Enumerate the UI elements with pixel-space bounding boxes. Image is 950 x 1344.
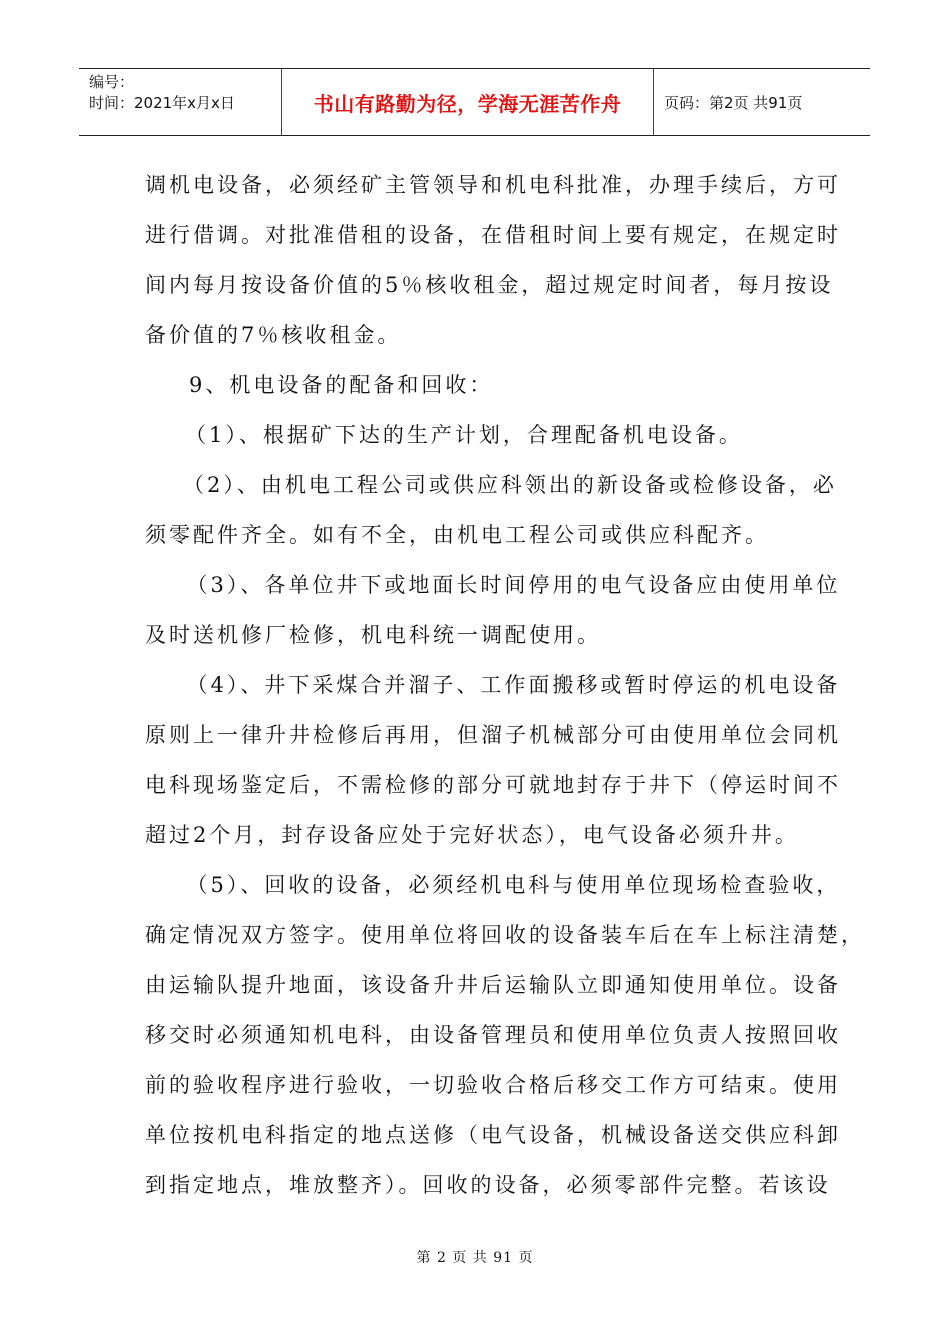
body-line: 调机电设备，必须经矿主管领导和机电科批准，办理手续后，方可 [145, 173, 841, 197]
body-line: 原则上一律升井检修后再用，但溜子机械部分可由使用单位会同机 [145, 723, 841, 747]
header-motto: 书山有路勤为径，学海无涯苦作舟 [282, 69, 654, 135]
document-body [145, 160, 865, 1210]
header-meta-cell [79, 69, 282, 135]
body-line: 须零配件齐全。如有不全，由机电工程公司或供应科配齐。 [145, 523, 769, 547]
body-line: 进行借调。对批准借租的设备，在借租时间上要有规定，在规定时 [145, 223, 841, 247]
body-line: 到指定地点，堆放整齐）。回收的设备，必须零部件完整。若该设 [145, 1173, 831, 1197]
body-line: 移交时必须通知机电科，由设备管理员和使用单位负责人按照回收 [145, 1023, 841, 1047]
document-time-label: 时间：2021年x月x日 [89, 94, 235, 112]
body-line: 前的验收程序进行验收，一切验收合格后移交工作方可结束。使用 [145, 1073, 841, 1097]
body-line: 及时送机修厂检修，机电科统一调配使用。 [145, 623, 601, 647]
body-line: 确定情况双方签字。使用单位将回收的设备装车后在车上标注清楚， [145, 923, 865, 947]
body-line: 由运输队提升地面，该设备升井后运输队立即通知使用单位。设备 [145, 973, 841, 997]
section-heading: 9、机电设备的配备和回收： [165, 373, 494, 397]
page-footer: 第 2 页 共 91 页 [416, 1250, 534, 1266]
body-line: （3）、各单位井下或地面长时间停用的电气设备应由使用单位 [173, 573, 841, 597]
body-line: （5）、回收的设备，必须经机电科与使用单位现场检查验收， [173, 873, 841, 897]
body-line: （2）、由机电工程公司或供应科领出的新设备或检修设备，必 [183, 473, 837, 497]
body-line: 超过2个月，封存设备应处于完好状态），电气设备必须升井。 [145, 823, 799, 847]
body-line: 备价值的7％核收租金。 [145, 323, 402, 347]
body-line: （1）、根据矿下达的生产计划，合理配备机电设备。 [185, 423, 743, 447]
body-line: （4）、井下采煤合并溜子、工作面搬移或暂时停运的机电设备 [173, 673, 841, 697]
page-header [79, 68, 870, 136]
body-line: 间内每月按设备价值的5％核收租金，超过规定时间者，每月按设 [145, 273, 834, 297]
document-number-label: 编号： [89, 73, 135, 91]
body-line: 电科现场鉴定后，不需检修的部分可就地封存于井下（停运时间不 [145, 773, 841, 797]
header-page-number: 页码：第2页 共91页 [664, 93, 803, 112]
body-line: 单位按机电科指定的地点送修（电气设备，机械设备送交供应科卸 [145, 1123, 841, 1147]
